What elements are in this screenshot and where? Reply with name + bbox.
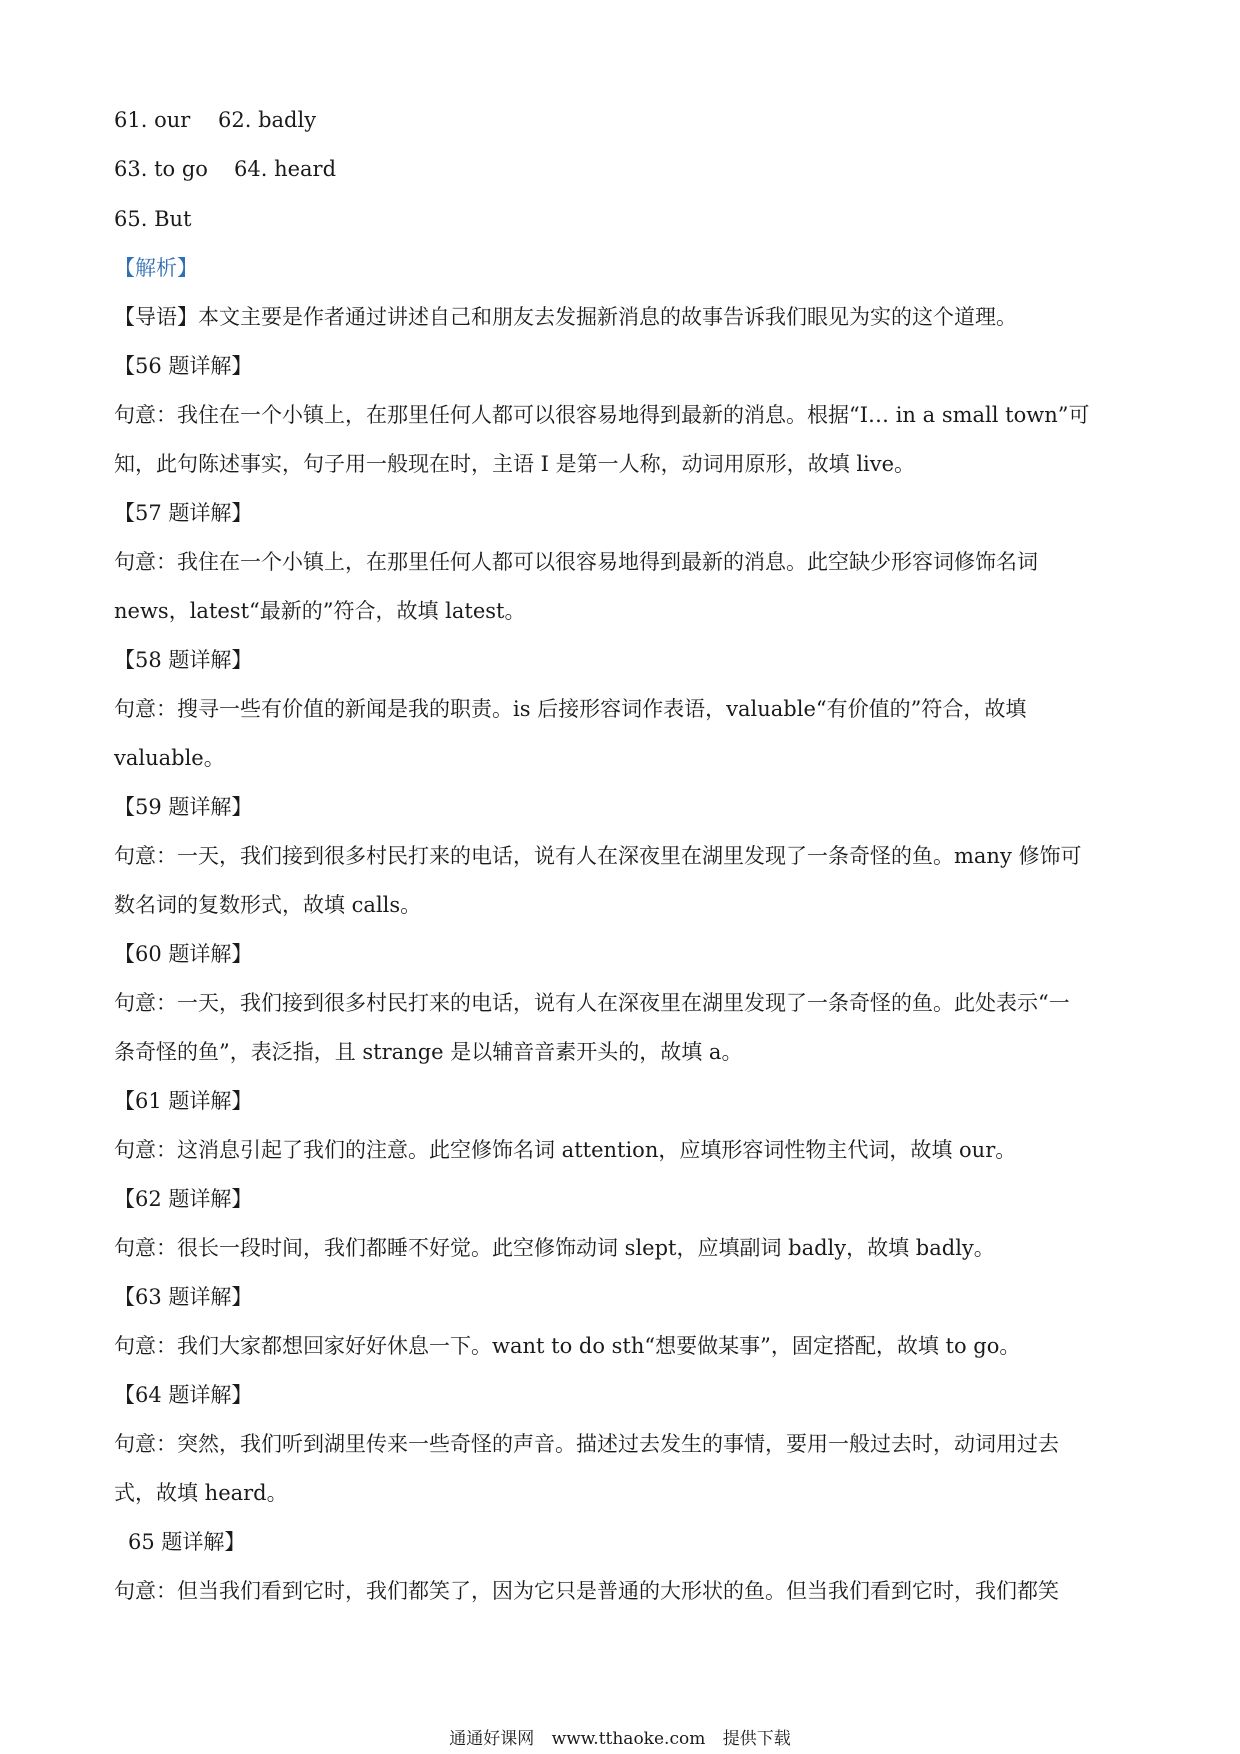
answer-62: 62. badly — [218, 108, 317, 132]
q62-text-line1: 句意：很长一段时间，我们都睡不好觉。此空修饰动词 slept，应填副词 badly，故填 badly。 — [114, 1236, 995, 1260]
q59-text-line2: 数名词的复数形式，故填 calls。 — [114, 893, 422, 917]
answer-63: 63. to go — [114, 157, 208, 181]
q60-heading: 【60 题详解】 — [114, 942, 253, 966]
intro-paragraph: 【导语】本文主要是作者通过讲述自己和朋友去发掘新消息的故事告诉我们眼见为实的这个道理。 — [114, 305, 1017, 329]
q62-heading: 【62 题详解】 — [114, 1187, 253, 1211]
answer-61: 61. our — [114, 108, 191, 132]
analysis-label: 【解析】 — [114, 256, 198, 280]
q56-text-line2: 知，此句陈述事实，句子用一般现在时，主语 I 是第一人称，动词用原形，故填 live。 — [114, 452, 916, 476]
q57-text-line2: news，latest“最新的”符合，故填 latest。 — [114, 599, 526, 623]
q56-text-line1: 句意：我住在一个小镇上，在那里任何人都可以很容易地得到最新的消息。根据“I… in a small town”可 — [114, 403, 1090, 427]
q64-text-line2: 式，故填 heard。 — [114, 1481, 288, 1505]
q61-text-line1: 句意：这消息引起了我们的注意。此空修饰名词 attention，应填形容词性物主代词，故填 our。 — [114, 1138, 1017, 1162]
q57-text-line1: 句意：我住在一个小镇上，在那里任何人都可以很容易地得到最新的消息。此空缺少形容词修饰名词 — [114, 550, 1038, 574]
q65-text-line1: 句意：但当我们看到它时，我们都笑了，因为它只是普通的大形状的鱼。但当我们看到它时，我们都笑 — [114, 1579, 1059, 1603]
q60-text-line2: 条奇怪的鱼”，表泛指，且 strange 是以辅音音素开头的，故填 a。 — [114, 1040, 743, 1064]
q58-text-line2: valuable。 — [114, 746, 225, 770]
q56-heading: 【56 题详解】 — [114, 354, 253, 378]
q63-heading: 【63 题详解】 — [114, 1285, 253, 1309]
q64-text-line1: 句意：突然，我们听到湖里传来一些奇怪的声音。描述过去发生的事情，要用一般过去时，动词用过去 — [114, 1432, 1059, 1456]
footer-suffix: 提供下载 — [722, 1729, 791, 1749]
q59-text-line1: 句意：一天，我们接到很多村民打来的电话，说有人在深夜里在湖里发现了一条奇怪的鱼。many 修饰可 — [114, 844, 1082, 868]
q57-heading: 【57 题详解】 — [114, 501, 253, 525]
q65-heading: 65 题详解】 — [128, 1530, 246, 1554]
footer-site-name: 通通好课网 — [449, 1729, 535, 1749]
q58-heading: 【58 题详解】 — [114, 648, 253, 672]
q58-text-line1: 句意：搜寻一些有价值的新闻是我的职责。is 后接形容词作表语，valuable“有价值的”符合，故填 — [114, 697, 1027, 721]
q64-heading: 【64 题详解】 — [114, 1383, 253, 1407]
q59-heading: 【59 题详解】 — [114, 795, 253, 819]
page-footer — [0, 1727, 1240, 1751]
q61-heading: 【61 题详解】 — [114, 1089, 253, 1113]
footer-url[interactable]: www.tthaoke.com — [551, 1729, 706, 1749]
q63-text-line1: 句意：我们大家都想回家好好休息一下。want to do sth“想要做某事”，固定搭配，故填 to go。 — [114, 1334, 1021, 1358]
q60-text-line1: 句意：一天，我们接到很多村民打来的电话，说有人在深夜里在湖里发现了一条奇怪的鱼。此处表示“一 — [114, 991, 1070, 1015]
answer-64: 64. heard — [234, 157, 337, 181]
answer-65: 65. But — [114, 207, 192, 231]
